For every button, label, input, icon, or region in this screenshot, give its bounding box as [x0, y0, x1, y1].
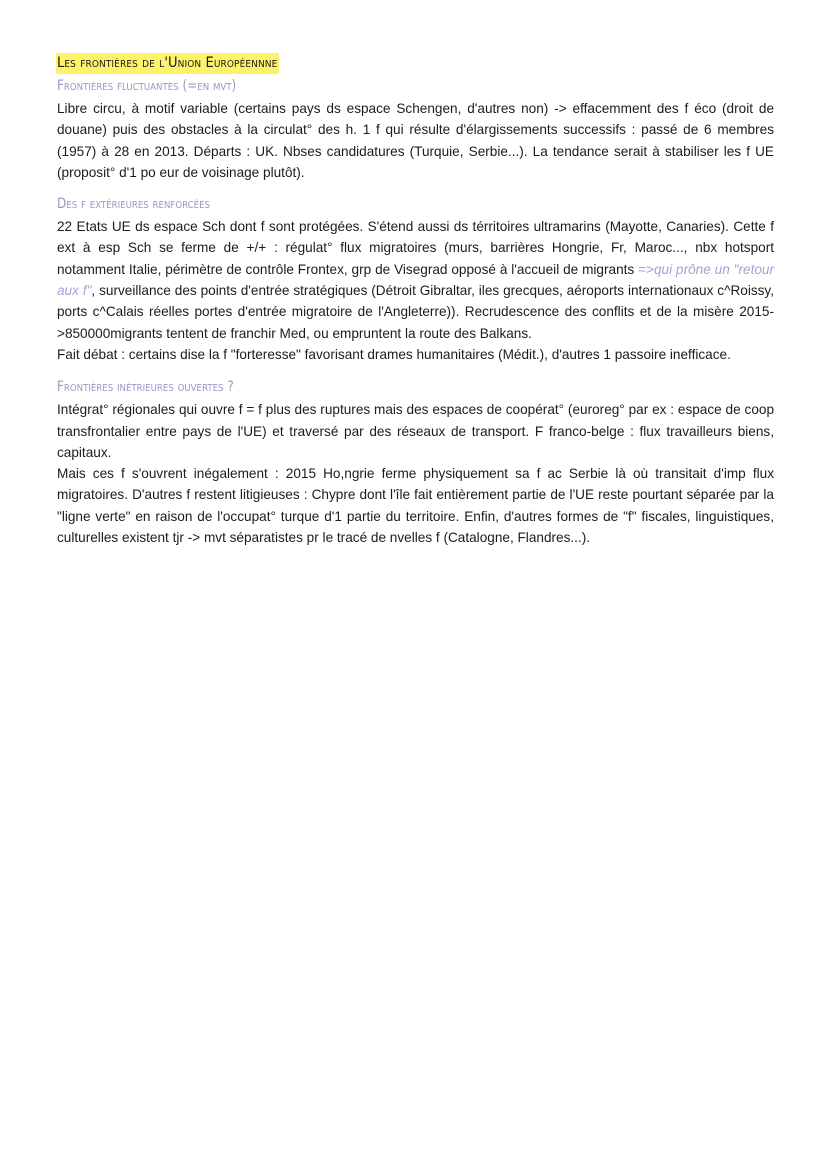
paragraph-internal-2: Mais ces f s'ouvrent inégalement : 2015 Ho,ngrie ferme physiquement sa f ac Serbie là où transitait d'imp flux migratoires. D'autres f restent litigieuses : Chypre dont l'île fait entièrement partie de l'UE reste pourtant séparée par la "ligne verte" en raison de l'occupat° turque d'1 partie du territoire. Enfin, d'autres formes de "f" fiscales, linguistiques, culturelles existent tjr -> mvt séparatistes pr le tracé de nvelles f (Catalogne, Flandres...).: [57, 466, 774, 546]
section-external-borders: [57, 194, 774, 365]
paragraph-debate: Fait débat : certains dise la f "forteresse" favorisant drames humanitaires (Médit.), d'autres 1 passoire inefficace.: [57, 346, 731, 362]
document-page: [57, 52, 774, 548]
section-fluctuating-borders: [57, 76, 774, 183]
paragraph-external: [57, 216, 774, 344]
page-title: Les frontières de l'Union Européennne: [56, 53, 279, 74]
margin-note: =>qui prône un "retour aux f": [57, 261, 774, 299]
section-heading-external: Des f extérieures renforcées: [57, 196, 210, 213]
section-internal-borders: [57, 377, 774, 548]
section-heading-fluctuating: Frontières fluctuantes (=en mvt): [57, 78, 237, 94]
paragraph-internal-1: Intégrat° régionales qui ouvre f = f plus des ruptures mais des espaces de coopérat° (euroreg° par ex : espace de coop transfrontalier entre pays de l'UE) et traversé par des réseaux de transport. F franco-belge : flux travailleurs biens, capitaux.: [57, 402, 774, 460]
paragraph-external-part-1: 22 Etats UE ds espace Sch dont f sont protégées. S'étend aussi ds térritoires ultramarins (Mayotte, Canaries). Cette f ext à esp Sch se ferme de +/+ : régulat° flux migratoires (murs, barrières Hongrie, Fr, Maroc..., nbx hotsport notamment Italie, périmètre de contrôle Frontex, grp de Visegrad opposé à l'accueil de migrants: [57, 219, 774, 277]
paragraph-fluctuating: Libre circu, à motif variable (certains pays ds espace Schengen, d'autres non) -> effacemment des f éco (droit de douane) puis des obstacles à la circulat° des h. 1 f qui résulte d'élargissements successifs : passé de 6 membres (1957) à 28 en 2013. Départs : UK. Nbses candidatures (Turquie, Serbie...). La tendance serait à stabiliser les f UE (proposit° d'1 po eur de voisinage plutôt).: [57, 101, 774, 180]
paragraph-external-part-2: , surveillance des points d'entrée stratégiques (Détroit Gibraltar, iles grecques, aéroports internationaux c^Roissy, ports c^Calais réelles portes d'entrée migratoire de l'Angleterre)). Recrudescence des conflits et de la misère 2015->850000migrants tentent de franchir Med, ou empruntent la route des Balkans.: [57, 283, 774, 341]
section-heading-internal: Frontières inétrieures ouvertes ?: [57, 379, 234, 396]
